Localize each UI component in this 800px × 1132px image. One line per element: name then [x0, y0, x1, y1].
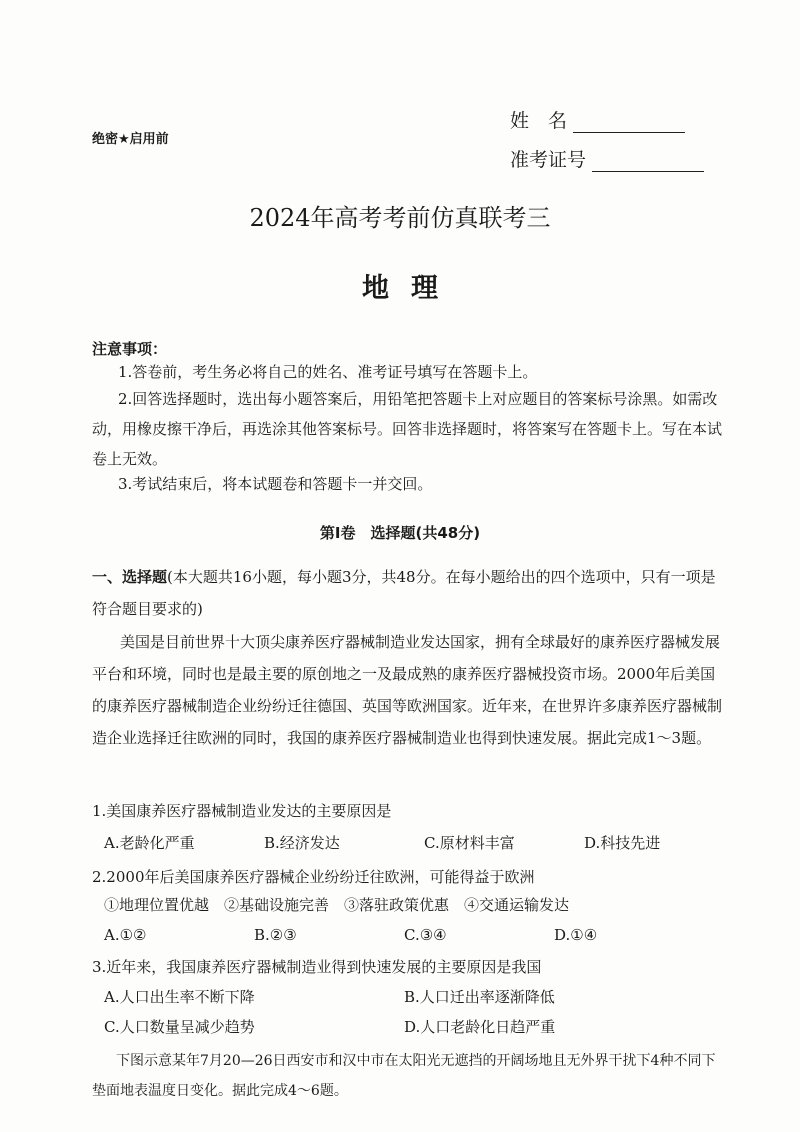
part-label: 一、选择题	[92, 568, 168, 586]
passage-1: 美国是目前世界十大顶尖康养医疗器械制造业发达国家，拥有全球最好的康养医疗器械发展平台和环境，同时也是最主要的原创地之一及最成熟的康养医疗器械投资市场。2000年后美国的康养医疗器械制造企业纷纷迁往德国、英国等欧洲国家。近年来，在世界许多康养医疗器械制造企业选择迁往欧洲的同时，我国的康养医疗器械制造业也得到快速发展。据此完成1～3题。	[92, 633, 723, 747]
q1-option-d: D.科技先进	[584, 834, 661, 852]
question-1-options	[104, 832, 704, 853]
name-label: 姓 名	[510, 110, 568, 132]
q2-option-b: B.②③	[254, 926, 297, 944]
q2-option-c: C.③④	[404, 926, 447, 944]
question-3-options-row-1	[104, 986, 624, 1007]
question-2-statements: ①地理位置优越 ②基础设施完善 ③落驻政策优惠 ④交通运输发达	[104, 896, 570, 914]
q3-option-c: C.人口数量呈减少趋势	[104, 1018, 255, 1036]
passage-2: 下图示意某年7月20—26日西安市和汉中市在太阳光无遮挡的开阔场地且无外界干扰下4种不同下垫面地表温度日变化。据此完成4～6题。	[92, 1053, 716, 1099]
notice-item-2: 2.回答选择题时，选出每小题答案后，用铅笔把答题卡上对应题目的答案标号涂黑。如需改动，用橡皮擦干净后，再选涂其他答案标号。回答非选择题时，将答案写在答题卡上。写在本试卷上无效。	[92, 390, 723, 468]
notice-heading: 注意事项：	[92, 340, 168, 358]
section-heading: 第Ⅰ卷 选择题(共48分)	[319, 524, 481, 542]
exam-id-label: 准考证号	[510, 149, 587, 171]
q3-option-d: D.人口老龄化日趋严重	[404, 1018, 556, 1036]
part-description: (本大题共16小题，每小题3分，共48分。在每小题给出的四个选项中，只有一项是符合题目要求的)	[92, 568, 716, 618]
exam-id-field	[510, 145, 704, 172]
name-field	[510, 106, 685, 133]
question-1-stem: 1.美国康养医疗器械制造业发达的主要原因是	[92, 802, 392, 820]
question-3-options-row-2	[104, 1016, 624, 1037]
q2-option-d: D.①④	[554, 926, 598, 944]
q3-option-b: B.人口迁出率逐渐降低	[404, 988, 555, 1006]
q1-option-a: A.老龄化严重	[104, 834, 195, 852]
question-3-stem: 3.近年来，我国康养医疗器械制造业得到快速发展的主要原因是我国	[92, 958, 542, 976]
name-blank-line	[573, 112, 685, 133]
q1-option-b: B.经济发达	[264, 834, 340, 852]
confidential-label: 绝密★启用前	[92, 132, 169, 147]
question-2-options	[104, 926, 674, 944]
q3-option-a: A.人口出生率不断下降	[104, 988, 255, 1006]
q2-option-a: A.①②	[104, 926, 147, 944]
part-instructions	[92, 561, 722, 625]
exam-title: 2024年高考考前仿真联考三	[249, 204, 551, 232]
question-2-stem: 2.2000年后美国康养医疗器械企业纷纷迁往欧洲，可能得益于欧洲	[92, 868, 535, 886]
q1-option-c: C.原材料丰富	[424, 834, 515, 852]
subject-title: 地理	[362, 273, 460, 304]
exam-id-blank-line	[592, 151, 704, 172]
notice-item-1: 1.答卷前，考生务必将自己的姓名、准考证号填写在答题卡上。	[118, 363, 538, 381]
notice-item-3: 3.考试结束后，将本试题卷和答题卡一并交回。	[118, 475, 433, 493]
